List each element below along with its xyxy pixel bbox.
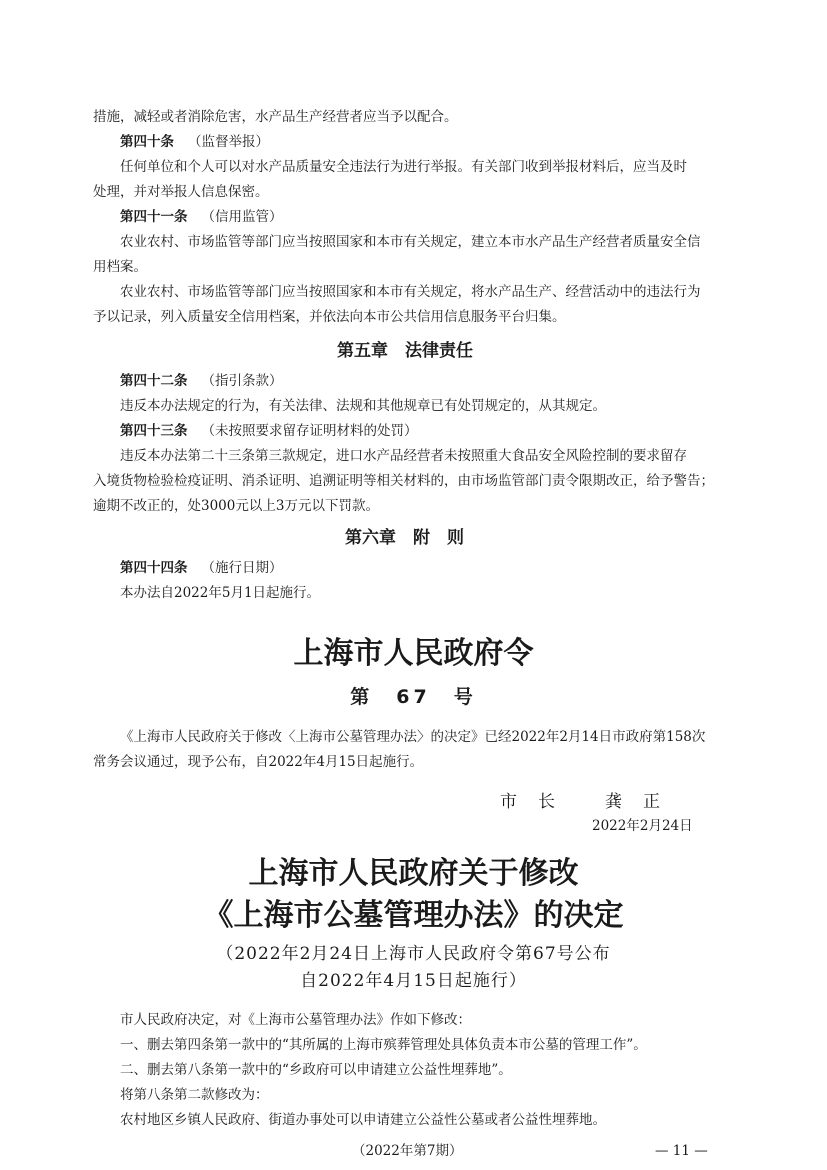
paragraph-line: 入境货物检验检疫证明、消杀证明、追溯证明等相关材料的，由市场监管部门责令限期改正，给予警告； [93, 473, 714, 489]
page-number: — 11 — [655, 1143, 708, 1159]
chapter-heading: 第六章 附 则 [345, 528, 464, 548]
article-note: （施行日期） [201, 560, 283, 576]
article-note: （未按照要求留存证明材料的处罚） [201, 423, 418, 439]
paragraph-line: 用档案。 [93, 259, 147, 275]
decision-subtitle-line1: （2022年2月24日上海市人民政府令第67号公布 [216, 944, 611, 964]
decision-title-line2: 《上海市公墓管理办法》的决定 [203, 898, 624, 933]
article-number: 第四十二条 [120, 373, 188, 389]
paragraph-line: 一、删去第四条第一款中的“其所属的上海市殡葬管理处具体负责本市公墓的管理工作”。 [120, 1037, 647, 1053]
paragraph-line: 二、删去第八条第一款中的“乡政府可以申请建立公益性埋葬地”。 [120, 1062, 512, 1078]
paragraph-line: 予以记录，列入质量安全信用档案，并依法向本市公共信用信息服务平台归集。 [93, 309, 566, 325]
article-number: 第四十条 [120, 134, 174, 150]
signing-date: 2022年2月24日 [592, 818, 693, 834]
paragraph-line: 逾期不改正的，处3000元以上3万元以下罚款。 [93, 498, 379, 514]
article-note: （信用监管） [201, 209, 283, 225]
paragraph-line: 常务会议通过，现予公布，自2022年4月15日起施行。 [93, 754, 424, 770]
article-note: （监督举报） [188, 134, 269, 150]
article-heading [120, 207, 283, 227]
paragraph-line: 《上海市人民政府关于修改〈上海市公墓管理办法〉的决定》已经2022年2月14日市政府第158次 [120, 729, 706, 745]
paragraph-line: 本办法自2022年5月1日起施行。 [120, 585, 321, 601]
paragraph-line: 农业农村、市场监管等部门应当按照国家和本市有关规定，将水产品生产、经营活动中的违法行为 [120, 284, 701, 300]
article-number: 第四十一条 [120, 209, 188, 225]
article-heading [120, 558, 283, 578]
article-heading [120, 371, 283, 391]
paragraph-line: 任何单位和个人可以对水产品质量安全违法行为进行举报。有关部门收到举报材料后，应当及时 [120, 159, 687, 175]
article-heading [120, 421, 418, 441]
paragraph-line: 措施，减轻或者消除危害，水产品生产经营者应当予以配合。 [93, 109, 458, 125]
paragraph-line: 违反本办法第二十三条第三款规定，进口水产品经营者未按照重大食品安全风险控制的要求留存 [120, 448, 687, 464]
chapter-heading: 第五章 法律责任 [337, 341, 473, 361]
order-number: 第 67 号 [350, 686, 477, 708]
paragraph-line: 违反本办法规定的行为，有关法律、法规和其他规章已有处罚规定的，从其规定。 [120, 398, 606, 414]
mayor-name: 龚 正 [605, 792, 662, 812]
decision-title-line1: 上海市人民政府关于修改 [248, 856, 579, 891]
paragraph-line: 农业农村、市场监管等部门应当按照国家和本市有关规定，建立本市水产品生产经营者质量安全信 [120, 234, 701, 250]
order-title: 上海市人民政府令 [293, 636, 534, 671]
article-number: 第四十三条 [120, 423, 188, 439]
paragraph-line: 将第八条第二款修改为： [120, 1087, 269, 1103]
paragraph-line: 处理，并对举报人信息保密。 [93, 184, 269, 200]
mayor-label: 市 长 [500, 792, 557, 812]
issue-label: （2022年第7期） [352, 1143, 463, 1159]
article-note: （指引条款） [201, 373, 283, 389]
paragraph-line: 农村地区乡镇人民政府、街道办事处可以申请建立公益性公墓或者公益性埋葬地。 [120, 1112, 606, 1128]
decision-subtitle-line2: 自2022年4月15日起施行） [300, 971, 527, 991]
paragraph-line: 市人民政府决定，对《上海市公墓管理办法》作如下修改： [120, 1012, 471, 1028]
article-heading [120, 132, 269, 152]
article-number: 第四十四条 [120, 560, 188, 576]
